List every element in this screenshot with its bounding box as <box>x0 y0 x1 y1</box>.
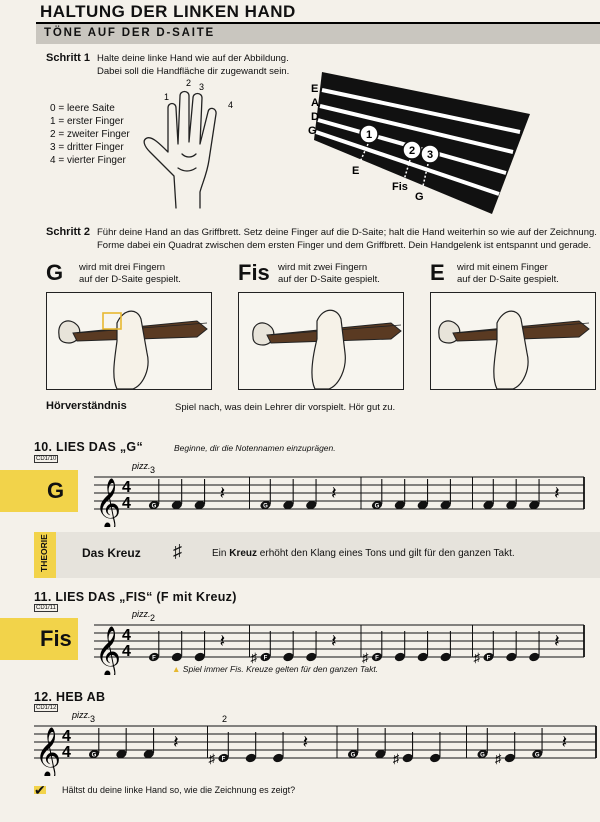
quarter-rest: 𝄽 <box>173 732 179 752</box>
treble-clef-icon: 𝄞 <box>35 728 62 776</box>
svg-text:G: G <box>151 503 157 510</box>
note-g-caption-line2: auf der D-Saite gespielt. <box>79 274 181 285</box>
time-signature-bottom: 4 <box>62 744 71 761</box>
quarter-rest: 𝄽 <box>331 483 337 503</box>
finger-number: 2 <box>186 78 192 88</box>
quarter-rest: 𝄽 <box>219 483 226 503</box>
svg-text:G: G <box>350 752 356 759</box>
step2-text-line1: Führ deine Hand an das Griffbrett. Setz deine Finger auf die D-Saite; halt die Hand weiterhin so wie auf der Zeichnung. <box>97 227 597 238</box>
legend-item: 4 = vierter Finger <box>50 155 126 166</box>
note-g <box>88 728 101 760</box>
finger-circle <box>360 125 378 143</box>
legend-item: 1 = erster Finger <box>50 116 124 127</box>
svg-text:G: G <box>480 752 485 759</box>
svg-text:1: 1 <box>365 129 373 141</box>
legend-item: 0 = leere Saite <box>50 103 115 114</box>
legend-item: 3 = dritter Finger <box>50 142 124 153</box>
legend-item: 2 = zweiter Finger <box>50 129 130 140</box>
finger-number: 3 <box>199 82 205 92</box>
treble-clef-icon: 𝄞 <box>95 627 122 675</box>
listening-text: Spiel nach, was dein Lehrer dir vorspielt. Hör gut zu. <box>175 402 396 413</box>
note-fis <box>305 631 318 663</box>
staff-exercise-10 <box>88 455 588 527</box>
note-fis <box>495 732 516 766</box>
note-g <box>171 479 184 511</box>
svg-text:F: F <box>263 655 268 662</box>
string-label: D <box>311 111 319 123</box>
note-fis <box>394 631 407 663</box>
subtitle-bar <box>36 24 600 44</box>
svg-text:G: G <box>263 503 268 510</box>
note-g <box>305 479 318 511</box>
fingering-number: 3 <box>150 465 156 475</box>
listening-label: Hörverständnis <box>46 400 127 412</box>
note-fis <box>209 732 230 766</box>
note-badge-g: G <box>0 470 78 512</box>
quarter-rest: 𝄽 <box>554 483 560 503</box>
step1-text-line2: Dabei soll die Handfläche dir zugewandt sein. <box>97 66 290 77</box>
note-fis-caption-line2: auf der D-Saite gespielt. <box>278 274 380 285</box>
step2-label: Schritt 2 <box>46 226 91 238</box>
note-fis <box>245 732 258 764</box>
photo-e-hand-position <box>430 292 596 390</box>
note-g <box>482 479 495 511</box>
finger-number: 4 <box>228 100 234 110</box>
finger-number: 1 <box>164 92 170 102</box>
time-signature-bottom: 4 <box>122 495 131 512</box>
quarter-rest: 𝄽 <box>554 631 560 651</box>
note-fis <box>272 732 285 764</box>
finger-circle <box>403 141 421 159</box>
svg-text:3: 3 <box>426 149 434 161</box>
note-fis <box>505 631 518 663</box>
note-g <box>439 479 452 511</box>
note-name-g: G <box>46 260 64 285</box>
svg-text:G: G <box>91 752 97 759</box>
note-fis <box>282 631 295 663</box>
pizz-marking: pizz. <box>132 461 151 471</box>
page-title: HALTUNG DER LINKEN HAND <box>40 2 296 21</box>
note-fis <box>393 732 414 766</box>
note-g <box>528 479 541 511</box>
finger-legend <box>50 102 130 167</box>
note-fis <box>439 631 452 663</box>
string-label: G <box>308 125 317 137</box>
exercise-12-title: 12. HEB AB <box>34 690 106 704</box>
note-g <box>259 479 272 511</box>
exercise-10-instruction: Beginne, dir die Notennamen einzuprägen. <box>174 443 336 453</box>
exercise-11-title: 11. LIES DAS „FIS“ (F mit Kreuz) <box>34 590 237 604</box>
page-subtitle: TÖNE AUF DER D-SAITE <box>44 27 216 39</box>
note-fis <box>193 631 206 663</box>
quarter-rest: 𝄽 <box>302 732 309 752</box>
staff-exercise-12 <box>0 704 600 776</box>
cd-track-badge: CD1/12 <box>36 705 57 711</box>
fingering-number: 3 <box>90 714 96 724</box>
note-fis <box>474 631 495 665</box>
treble-clef-icon: 𝄞 <box>95 479 122 527</box>
svg-text:F: F <box>152 655 156 662</box>
theory-text: Ein Kreuz erhöht den Klang eines Tons und gilt für den ganzen Takt. <box>212 548 515 559</box>
checkmark-icon: ✔ <box>34 782 46 798</box>
note-g <box>505 479 518 511</box>
time-signature-top: 4 <box>122 479 131 496</box>
quarter-rest: 𝄽 <box>561 732 568 752</box>
theory-tag: THEORIE <box>34 532 56 578</box>
note-fis-caption-line1: wird mit zwei Fingern <box>278 262 368 273</box>
pizz-marking: pizz. <box>132 609 151 619</box>
svg-text:F: F <box>375 655 379 662</box>
exercise-11-note: ▲ Spiel immer Fis. Kreuze gelten für den ganzen Takt. <box>172 664 379 674</box>
note-g <box>531 728 544 760</box>
note-fis <box>528 631 541 663</box>
time-signature-top: 4 <box>122 627 131 644</box>
string-label: E <box>311 83 319 95</box>
note-e-caption-line2: auf der D-Saite gespielt. <box>457 274 559 285</box>
photo-g-hand-position <box>46 292 212 390</box>
quarter-rest: 𝄽 <box>331 631 337 651</box>
quarter-rest: 𝄽 <box>219 631 226 651</box>
note-g <box>374 728 387 760</box>
note-fis <box>251 631 272 665</box>
note-name-e: E <box>430 260 445 285</box>
svg-text:♯: ♯ <box>473 650 480 665</box>
note-g <box>193 479 206 511</box>
left-hand-illustration <box>138 78 248 213</box>
svg-text:♯: ♯ <box>362 650 369 665</box>
note-g <box>347 728 360 760</box>
note-below-label: G <box>415 191 424 203</box>
step1-text-line1: Halte deine linke Hand wie auf der Abbildung. <box>97 53 289 64</box>
exercise-10-title: 10. LIES DAS „G“ <box>34 440 143 454</box>
note-fis <box>362 631 383 665</box>
note-g <box>476 728 489 760</box>
svg-text:F: F <box>221 756 226 763</box>
time-signature-top: 4 <box>62 728 71 745</box>
note-below-label: E <box>352 165 360 177</box>
note-g <box>142 728 155 760</box>
note-fis <box>148 631 161 663</box>
svg-text:G: G <box>534 752 540 759</box>
note-g <box>394 479 407 511</box>
string-label: A <box>311 97 319 109</box>
svg-text:2: 2 <box>408 145 416 157</box>
fingerboard-diagram <box>308 70 538 220</box>
note-fis <box>416 631 429 663</box>
time-signature-bottom: 4 <box>122 643 131 660</box>
note-fis <box>429 732 442 764</box>
theory-term: Das Kreuz <box>82 546 141 560</box>
finger-circle <box>421 145 439 163</box>
svg-text:F: F <box>486 655 491 662</box>
check-question: Hältst du deine linke Hand so, wie die Zeichnung es zeigt? <box>62 785 296 795</box>
step2-text-line2: Forme dabei ein Quadrat zwischen dem ersten Finger und dem Griffbrett. Dein Handgelenk ist entspannt und gerade. <box>97 240 592 251</box>
svg-text:G: G <box>374 503 380 510</box>
note-badge-fis: Fis <box>0 618 78 660</box>
note-g <box>148 479 161 511</box>
note-g <box>115 728 128 760</box>
note-fis <box>171 631 184 663</box>
cd-track-badge: CD1/10 <box>36 456 57 462</box>
note-g-caption-line1: wird mit drei Fingern <box>79 262 166 273</box>
warning-triangle-icon: ▲ <box>172 664 181 674</box>
svg-text:♯: ♯ <box>250 650 257 665</box>
note-below-label: Fis <box>392 181 408 193</box>
note-e-caption-line1: wird mit einem Finger <box>457 262 548 273</box>
note-g <box>282 479 295 511</box>
cd-track-badge: CD1/11 <box>36 605 56 611</box>
pizz-marking: pizz. <box>72 710 91 720</box>
note-g <box>371 479 384 511</box>
fingering-number: 2 <box>150 613 156 623</box>
sharp-symbol: ♯ <box>173 541 182 561</box>
step1-label: Schritt 1 <box>46 52 91 64</box>
note-name-fis: Fis <box>238 260 270 285</box>
svg-text:♯: ♯ <box>494 751 502 766</box>
svg-text:♯: ♯ <box>392 751 400 766</box>
photo-fis-hand-position <box>238 292 404 390</box>
fingering-number: 2 <box>222 714 228 724</box>
svg-text:♯: ♯ <box>208 751 215 766</box>
note-g <box>416 479 429 511</box>
